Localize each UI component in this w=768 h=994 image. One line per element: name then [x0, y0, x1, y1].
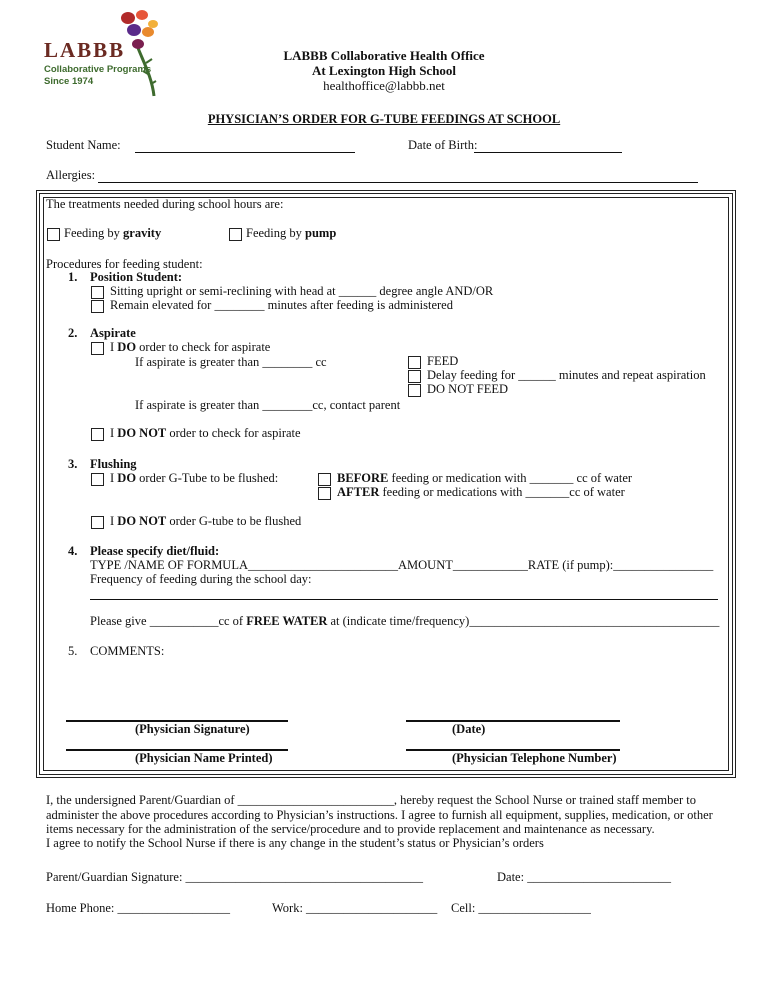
section1-number: 1. — [68, 270, 78, 284]
comments-label: COMMENTS: — [90, 644, 165, 658]
aspirate-threshold2: If aspirate is greater than ________cc, contact parent — [135, 398, 401, 412]
flush-do-checkbox[interactable] — [91, 473, 104, 486]
header-email: healthoffice@labbb.net — [323, 78, 445, 93]
head-angle-label: Sitting upright or semi-reclining with head at ______ degree angle AND/OR — [110, 284, 494, 298]
work-phone[interactable]: Work: _____________________ — [272, 901, 438, 915]
form-title: PHYSICIAN’S ORDER FOR G-TUBE FEEDINGS AT SCHOOL — [207, 112, 561, 126]
remain-elevated-checkbox[interactable] — [91, 300, 104, 313]
date-label: (Date) — [452, 722, 486, 736]
dob-label: Date of Birth: — [408, 138, 478, 152]
home-phone[interactable]: Home Phone: __________________ — [46, 901, 231, 915]
free-water-line: Please give ___________cc of FREE WATER at (indicate time/frequency)________________________________________ — [90, 614, 720, 628]
section5-number: 5. — [68, 644, 78, 658]
feed-checkbox[interactable] — [408, 356, 421, 369]
aspirate-threshold1: If aspirate is greater than ________ cc — [135, 355, 327, 369]
procedures-heading: Procedures for feeding student: — [46, 257, 203, 271]
flush-before-label: BEFORE feeding or medication with _______ cc of water — [337, 471, 633, 485]
section2-title: Aspirate — [90, 326, 136, 340]
flush-before-checkbox[interactable] — [318, 473, 331, 486]
cell-phone[interactable]: Cell: __________________ — [451, 901, 591, 915]
flush-donot-label: I DO NOT order G-tube to be flushed — [110, 514, 302, 528]
parent-date[interactable]: Date: _______________________ — [497, 870, 671, 884]
gravity-label: Feeding by gravity — [64, 226, 162, 240]
do-not-feed-label: DO NOT FEED — [427, 382, 509, 396]
section3-number: 3. — [68, 457, 78, 471]
do-not-feed-checkbox[interactable] — [408, 384, 421, 397]
aspirate-do-checkbox[interactable] — [91, 342, 104, 355]
remain-elevated-label: Remain elevated for ________ minutes after feeding is administered — [110, 298, 453, 312]
physician-name-label: (Physician Name Printed) — [135, 751, 273, 765]
flush-donot-checkbox[interactable] — [91, 516, 104, 529]
section4-number: 4. — [68, 544, 78, 558]
flush-do-label: I DO order G-Tube to be flushed: — [110, 471, 279, 485]
pump-label: Feeding by pump — [246, 226, 337, 240]
parent-signature[interactable]: Parent/Guardian Signature: ______________________________________ — [46, 870, 424, 884]
treatments-intro: The treatments needed during school hours are: — [46, 197, 284, 211]
consent-line2: administer the above procedures according to Physician’s instructions. I agree to furnish all equipment, supplies, medication, or other — [46, 808, 713, 822]
consent-line1: I, the undersigned Parent/Guardian of _________________________, hereby request the School Nurse or trained staff member to — [46, 793, 696, 807]
frequency-label: Frequency of feeding during the school day: — [90, 572, 312, 586]
dob-field[interactable] — [474, 152, 622, 153]
allergies-field[interactable] — [98, 182, 698, 183]
consent-line4: I agree to notify the School Nurse if there is any change in the student’s status or Physician’s orders — [46, 836, 544, 850]
logo-line2: Since 1974 — [44, 76, 94, 87]
flush-after-checkbox[interactable] — [318, 487, 331, 500]
flush-after-label: AFTER feeding or medications with _______cc of water — [337, 485, 625, 499]
physician-phone-label: (Physician Telephone Number) — [452, 751, 617, 765]
date-line[interactable] — [406, 720, 620, 722]
gravity-checkbox[interactable] — [47, 228, 60, 241]
header-org: LABBB Collaborative Health Office — [283, 48, 485, 63]
section4-title: Please specify diet/fluid: — [90, 544, 220, 558]
aspirate-donot-label: I DO NOT order to check for aspirate — [110, 426, 301, 440]
section1-title: Position Student: — [90, 270, 183, 284]
consent-line3: items necessary for the administration of the service/procedure and to provide replacement and maintenance as necessary. — [46, 822, 655, 836]
head-angle-checkbox[interactable] — [91, 286, 104, 299]
student-name-label: Student Name: — [46, 138, 121, 152]
aspirate-do-label: I DO order to check for aspirate — [110, 340, 271, 354]
delay-feeding-label: Delay feeding for ______ minutes and repeat aspiration — [427, 368, 706, 382]
header-location: At Lexington High School — [311, 63, 457, 78]
student-name-field[interactable] — [135, 152, 355, 153]
logo-line1: Collaborative Programs — [44, 64, 152, 75]
pump-checkbox[interactable] — [229, 228, 242, 241]
section2-number: 2. — [68, 326, 78, 340]
delay-feeding-checkbox[interactable] — [408, 370, 421, 383]
section3-title: Flushing — [90, 457, 137, 471]
logo-name: LABBB — [44, 38, 126, 62]
allergies-label: Allergies: — [46, 168, 96, 182]
feed-label: FEED — [427, 354, 459, 368]
aspirate-donot-checkbox[interactable] — [91, 428, 104, 441]
physician-signature-label: (Physician Signature) — [135, 722, 250, 736]
frequency-field[interactable] — [90, 599, 718, 600]
formula-line: TYPE /NAME OF FORMULA________________________AMOUNT____________RATE (if pump):________________ — [90, 558, 714, 572]
